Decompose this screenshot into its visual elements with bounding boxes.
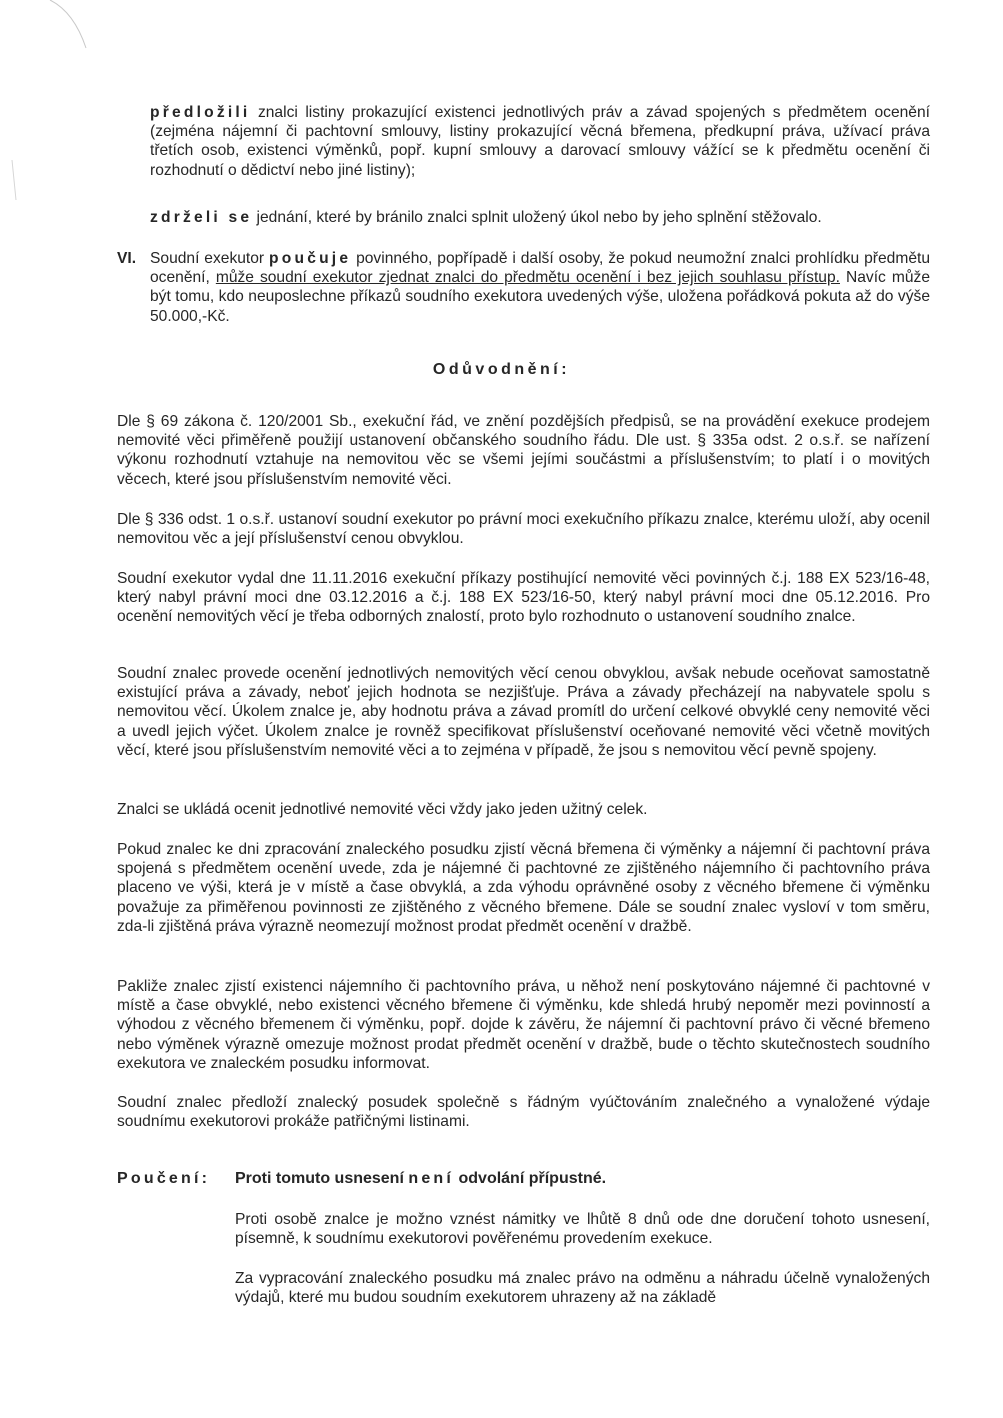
paragraph-text: jednání, které by bránilo znalci splnit uložený úkol nebo by jeho splnění stěžovalo. <box>252 209 822 226</box>
paragraph-text: Navíc může být tomu, kdo neuposlechne příkazů soudního exekutora uvedených výše, uložena pořádková pokuta až do výše 50.000,-Kč. <box>150 269 930 325</box>
section-numeral: VI. <box>117 250 137 267</box>
paragraph-text: povinného, popřípadě i další osoby, že pokud neumožní znalci prohlídku předmětu ocenění, <box>150 250 930 287</box>
underlined-text: může soudní exekutor zjednat znalci do předmětu ocenění i bez jejich souhlasu přístup. <box>215 269 840 287</box>
paragraph-predlozili <box>150 103 930 180</box>
pouceni-title-text: odvolání přípustné. <box>454 1170 607 1187</box>
paragraph-7: Pakliže znalec zjistí existenci nájemního či pachtovního práva, u něhož není poskytováno nájemné či pachtovné v místě a čase obvyklé, nebo existenci věcného břemene či výměnku, kde shledá hrubý nepoměr mezi povinností a výhodou z věcného břemenem či výměnku, popř. dojde k závěru, že nájemní či pachtovní právo či věcné břemeno nebo výměnek výrazně omezuje možnost prodat předmět ocenění v dražbě, bude o těchto skutečnostech soudního exekutora ve znaleckém posudku informovat. <box>117 978 930 1072</box>
paragraph-6: Pokud znalec ke dni zpracování znaleckého posudku zjistí věcná břemena či výměnky a nájemní či pachtovní práva spojená s předmětem ocenění uvede, zda je nájemné či pachtovné ze zjištěného nájemního či pachtovního práva placeno ve výši, která je v místě a čase obvyklá, a zda výhodu oprávněné osoby z věcného břemene či výměnku považuje za přiměřenou povinnosti ze zjištěného z věcného břemene. Dále se soudní znalec vysloví v tom směru, zda-li zjištěná práva výrazně neomezují možnost prodat předmět ocenění v dražbě. <box>117 841 930 935</box>
paragraph-zdrzeli <box>150 208 930 227</box>
emphasis-poucuje: poučuje <box>269 250 352 267</box>
paragraph-2: Dle § 336 odst. 1 o.s.ř. ustanoví soudní exekutor po právní moci exekučního příkazu znalce, kterému uloží, aby ocenil nemovitou věc a její příslušenství cenou obvyklou. <box>117 511 930 548</box>
paragraph-text: Soudní exekutor <box>150 250 270 267</box>
section-heading-oduvodneni: Odůvodnění: <box>432 361 571 378</box>
pouceni-paragraph-1: Proti osobě znalce je možno vznést námitky ve lhůtě 8 dnů ode dne doručení tohoto usnesení, písemně, k soudnímu exekutorovi pověřenému provedením exekuce. <box>235 1211 930 1248</box>
paragraph-4: Soudní znalec provede ocenění jednotlivých nemovitých věcí cenou obvyklou, avšak nebude oceňovat samostatně existující práva a závady, neboť jejich hodnota se nezjišťuje. Práva a závady přecházejí na nabyvatele spolu s nemovitou věcí. Úkolem znalce je, aby hodnotu práva a závad promítl do určení celkové obvyklé ceny nemovité věci a uvedl jejich výčet. Úkolem znalce je rovněž specifikovat příslušenství oceňované nemovité věci včetně movitých věcí, které jsou příslušenstvím nemovité věci a to zejména v případě, že jsou s nemovitou věcí pevně spojeny. <box>117 665 930 759</box>
pouceni-label: Poučení: <box>117 1170 211 1187</box>
pouceni-paragraph-2: Za vypracování znaleckého posudku má znalec právo na odměnu a náhradu účelně vynaložených výdajů, které mu budou soudním exekutorem uhrazeny až na základě <box>235 1270 930 1307</box>
paragraph-section-vi <box>150 249 930 326</box>
paragraph-5: Znalci se ukládá ocenit jednotlivé nemovité věci vždy jako jeden užitný celek. <box>117 801 648 818</box>
scan-edge-mark <box>0 0 120 200</box>
paragraph-8: Soudní znalec předloží znalecký posudek společně s řádným vyúčtováním znalečného a vynaložené výdaje soudnímu exekutorovi prokáže patřičnými listinami. <box>117 1094 930 1131</box>
paragraph-text: znalci listiny prokazující existenci jednotlivých práv a závad spojených s předmětem ocenění (zejména nájemní či pachtovní smlouvy, listiny prokazující věcná břemena, předkupní práva, užívací práva třetích osob, existenci výměnků, popř. kupní smlouvy a darovací smlouvy vážící se k předmětu ocenění či rozhodnutí o dědictví nebo jiné listiny); <box>150 104 930 179</box>
paragraph-3: Soudní exekutor vydal dne 11.11.2016 exekuční příkazy postihující nemovité věci povinných č.j. 188 EX 523/16-48, který nabyl právní moci dne 03.12.2016 a č.j. 188 EX 523/16-50, který nabyl právní moci dne 05.12.2016. Pro ocenění nemovitých věcí je třeba odborných znalostí, proto bylo rozhodnuto o ustanovení soudního znalce. <box>117 570 930 626</box>
emphasis-neni: není <box>408 1170 455 1187</box>
pouceni-title <box>235 1170 606 1188</box>
emphasis-predlozili: předložili <box>150 104 251 121</box>
paragraph-1: Dle § 69 zákona č. 120/2001 Sb., exekuční řád, ve znění pozdějších předpisů, se na provádění exekuce prodejem nemovité věci přiměřeně použijí ustanovení občanského soudního řádu. Dle ust. § 335a odst. 2 o.s.ř. se nařízení výkonu rozhodnutí vztahuje na nemovitou věc se všemi jejími součástmi a příslušenstvím; to platí i o movitých věcech, které jsou příslušenstvím nemovité věci. <box>117 413 930 488</box>
emphasis-zdrzeli: zdrželi se <box>150 209 253 226</box>
pouceni-title-text: Proti tomuto usnesení <box>235 1170 409 1187</box>
